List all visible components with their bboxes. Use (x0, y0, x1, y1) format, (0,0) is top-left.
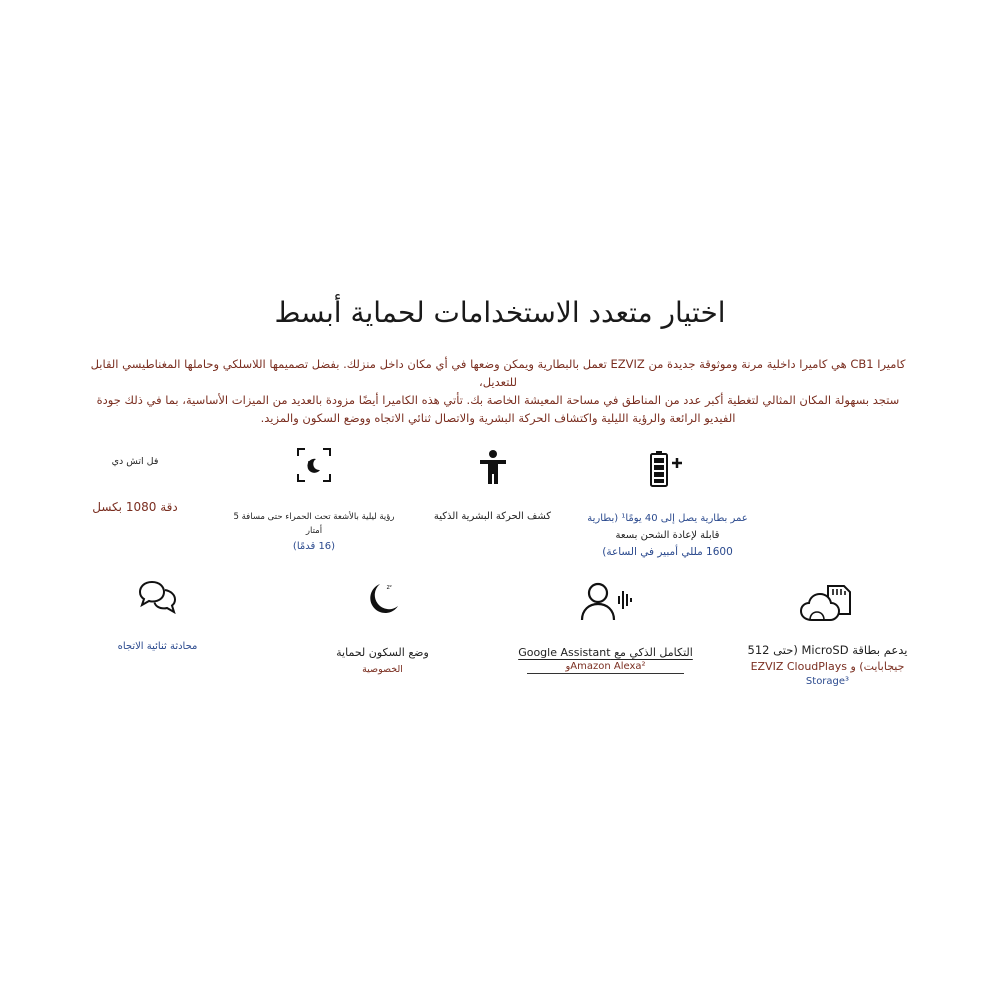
underline-divider (527, 673, 684, 674)
fullhd-label: فل اتش دي (111, 456, 159, 467)
smart-assistant-line: التكامل الذكي مع Google Assistant (518, 646, 693, 659)
feature-storage (740, 580, 915, 689)
battery-line: 1600 مللي أمبير في الساعة) (602, 546, 733, 558)
feature-smart-assistant (512, 580, 699, 672)
intro-line: كاميرا CB1 هي كاميرا داخلية مرنة وموثوقة جديدة من EZVIZ تعمل بالبطارية ويمكن وضعها في أي مكان داخل منزلك. بفضل تصميمها اللاسلكي وحاملها المغناطيسي القابل للتعديل، (90, 357, 906, 389)
human-detection-label: كشف الحركة البشرية الذكية (433, 511, 552, 522)
battery-line: عمر بطارية يصل إلى 40 يومًا¹ (بطارية (587, 513, 748, 524)
battery-line: قابلة لإعادة الشحن بسعة (615, 530, 720, 541)
smart-assistant-line: Amazon Alexa²و (565, 661, 646, 672)
feature-two-way-talk (100, 580, 215, 655)
intro-line: الفيديو الرائعة والرؤية الليلية واكتشاف الحركة البشرية والاتصال ثنائي الاتجاه ووضع السكون والمزيد. (260, 411, 736, 425)
person-icon (478, 450, 508, 486)
feature-battery (585, 450, 750, 561)
page-title: اختيار متعدد الاستخدامات لحماية أبسط (274, 296, 726, 329)
resolution-label: دقة 1080 بكسل (92, 500, 178, 514)
storage-line: جيجابايت) و EZVIZ CloudPlays (750, 660, 905, 673)
feature-sleep-mode (315, 580, 450, 678)
night-vision-distance: (16 قدمًا) (292, 541, 336, 552)
storage-line: Storage³ (805, 676, 850, 687)
feature-human-detection (425, 450, 560, 525)
battery-plus-icon (648, 450, 688, 488)
chat-bubbles-icon (138, 580, 178, 614)
cloud-sdcard-icon (798, 580, 858, 624)
night-vision-icon (296, 447, 332, 483)
intro-line: ستجد بسهولة المكان المثالي لتغطية أكبر عدد من المناطق في مساحة المعيشة الخاصة بك. تأتي هذه الكاميرا أيضًا مزودة بالعديد من الميزات الأساسية، بما في ذلك جودة (96, 393, 900, 407)
svg-text:zᶻ: zᶻ (386, 584, 392, 591)
voice-user-icon (578, 580, 634, 622)
feature-fullhd (80, 455, 190, 516)
moon-zz-icon (362, 580, 404, 620)
sleep-mode-line: وضع السكون لحماية (336, 646, 429, 659)
feature-night-vision (228, 447, 400, 555)
night-vision-label: رؤية ليلية بالأشعة تحت الحمراء حتى مسافة 5 أمتار (233, 512, 395, 536)
two-way-talk-label: محادثة ثنائية الاتجاه (117, 641, 198, 652)
intro-paragraph (80, 355, 916, 427)
storage-line: يدعم بطاقة MicroSD (حتى 512 (747, 643, 908, 657)
sleep-mode-line: الخصوصية (362, 664, 403, 675)
